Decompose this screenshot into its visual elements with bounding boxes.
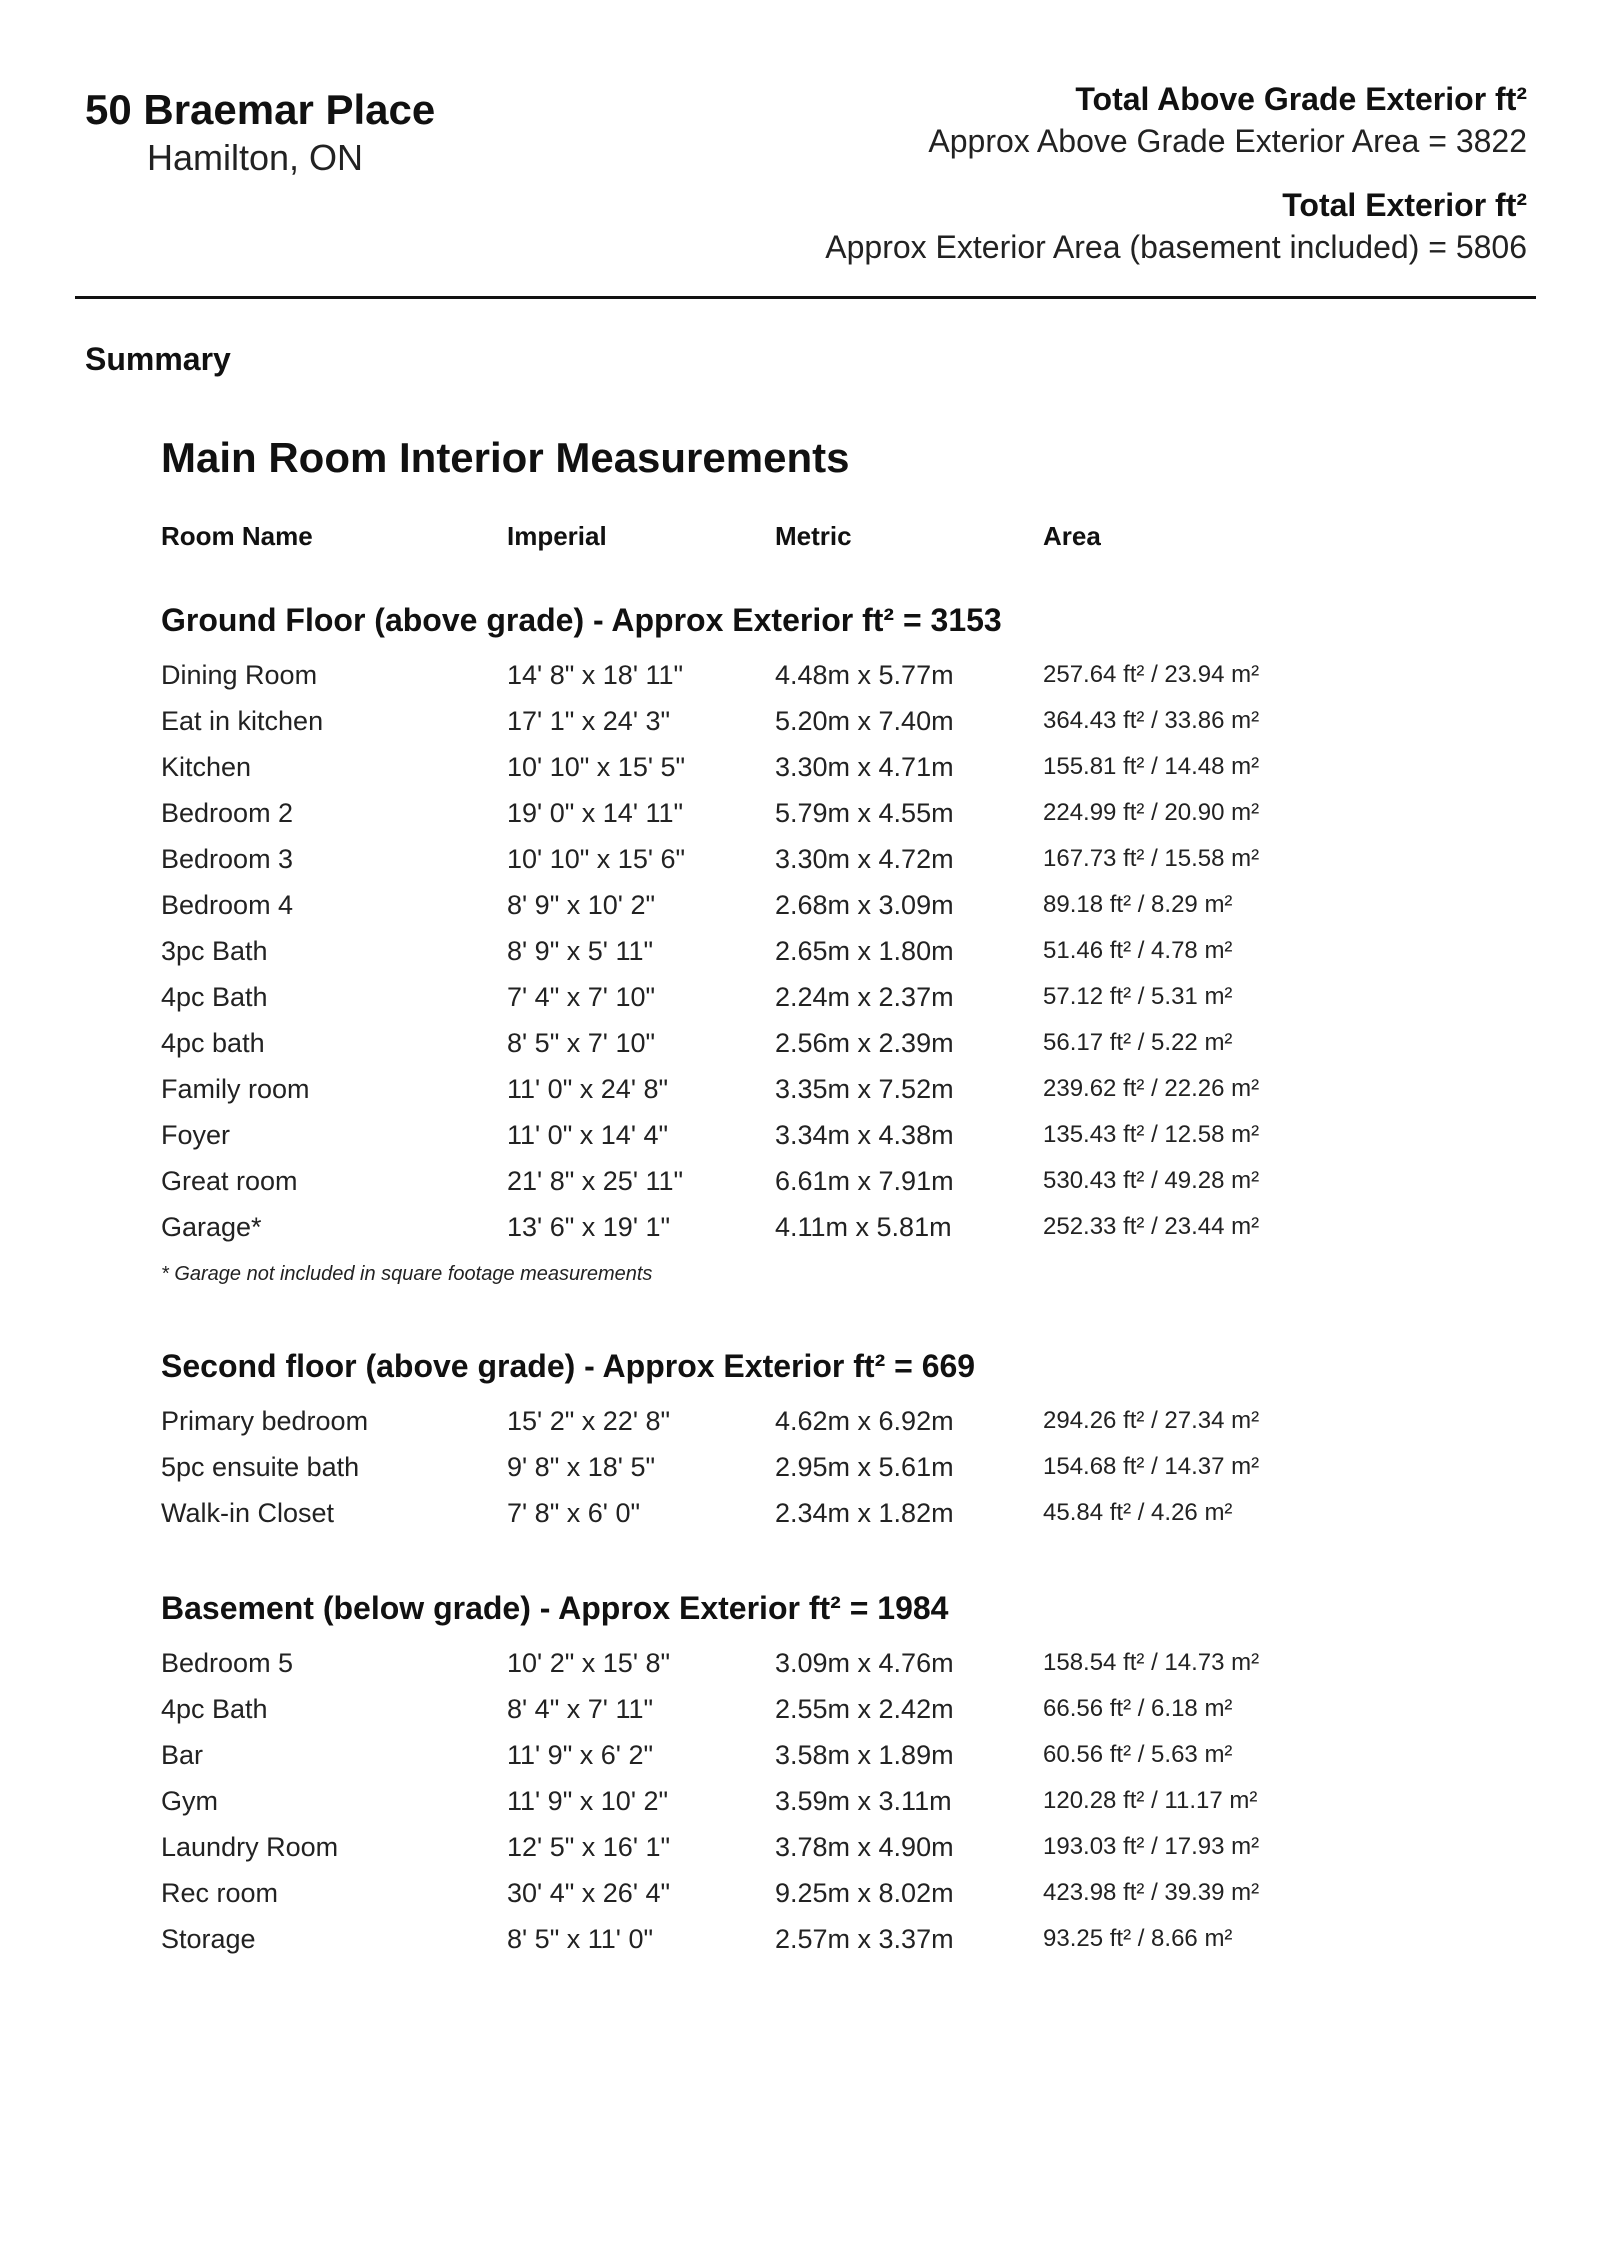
room-row — [161, 1398, 1461, 1444]
room-imperial: 7' 8" x 6' 0" — [507, 1498, 641, 1528]
total-exterior-title: Total Exterior ft² — [1282, 187, 1527, 223]
room-name: 5pc ensuite bath — [161, 1452, 360, 1482]
room-imperial: 8' 4" x 7' 11" — [507, 1694, 654, 1724]
room-area: 93.25 ft² / 8.66 m² — [1043, 1925, 1233, 1952]
room-area: 167.73 ft² / 15.58 m² — [1043, 845, 1260, 872]
room-name: Eat in kitchen — [161, 706, 324, 736]
room-imperial: 17' 1" x 24' 3" — [507, 706, 671, 736]
room-row — [161, 1490, 1461, 1536]
room-name: 3pc Bath — [161, 936, 268, 966]
room-area: 294.26 ft² / 27.34 m² — [1043, 1407, 1260, 1434]
room-area: 239.62 ft² / 22.26 m² — [1043, 1075, 1260, 1102]
room-metric: 2.68m x 3.09m — [775, 890, 954, 920]
room-area: 57.12 ft² / 5.31 m² — [1043, 983, 1233, 1010]
room-metric: 6.61m x 7.91m — [775, 1166, 954, 1196]
room-imperial: 11' 0" x 24' 8" — [507, 1074, 669, 1104]
room-row — [161, 1158, 1461, 1204]
room-row — [161, 1870, 1461, 1916]
floor-note: * Garage not included in square footage measurements — [161, 1263, 653, 1285]
room-imperial: 8' 5" x 7' 10" — [507, 1028, 656, 1058]
room-name: Bedroom 4 — [161, 890, 294, 920]
room-metric: 2.57m x 3.37m — [775, 1924, 954, 1954]
room-imperial: 8' 9" x 5' 11" — [507, 936, 654, 966]
room-name: Walk-in Closet — [161, 1498, 335, 1528]
room-name: Storage — [161, 1924, 256, 1954]
room-area: 252.33 ft² / 23.44 m² — [1043, 1213, 1260, 1240]
room-metric: 4.11m x 5.81m — [775, 1212, 952, 1242]
room-area: 51.46 ft² / 4.78 m² — [1043, 937, 1233, 964]
above-grade-title: Total Above Grade Exterior ft² — [1075, 81, 1527, 117]
room-row — [161, 1732, 1461, 1778]
room-name: Bedroom 2 — [161, 798, 294, 828]
room-row — [161, 882, 1461, 928]
room-imperial: 10' 10" x 15' 5" — [507, 752, 686, 782]
measurements-table — [161, 592, 1461, 1962]
room-area: 193.03 ft² / 17.93 m² — [1043, 1833, 1260, 1860]
room-row — [161, 1066, 1461, 1112]
room-imperial: 30' 4" x 26' 4" — [507, 1878, 671, 1908]
room-area: 89.18 ft² / 8.29 m² — [1043, 891, 1233, 918]
room-metric: 3.30m x 4.72m — [775, 844, 954, 874]
floor-title: Ground Floor (above grade) - Approx Exterior ft² = 3153 — [161, 602, 1002, 638]
room-area: 364.43 ft² / 33.86 m² — [1043, 707, 1260, 734]
room-row — [161, 974, 1461, 1020]
column-header-imperial: Imperial — [507, 521, 607, 551]
room-area: 257.64 ft² / 23.94 m² — [1043, 661, 1260, 688]
room-area: 120.28 ft² / 11.17 m² — [1043, 1787, 1258, 1814]
floor-section — [161, 1580, 1461, 1962]
room-row — [161, 698, 1461, 744]
room-row — [161, 790, 1461, 836]
room-metric: 9.25m x 8.02m — [775, 1878, 954, 1908]
room-metric: 3.34m x 4.38m — [775, 1120, 954, 1150]
room-metric: 2.65m x 1.80m — [775, 936, 954, 966]
room-imperial: 14' 8" x 18' 11" — [507, 660, 684, 690]
room-name: Great room — [161, 1166, 298, 1196]
room-row — [161, 1916, 1461, 1962]
room-imperial: 15' 2" x 22' 8" — [507, 1406, 671, 1436]
room-name: Primary bedroom — [161, 1406, 369, 1436]
room-area: 135.43 ft² / 12.58 m² — [1043, 1121, 1260, 1148]
room-metric: 4.62m x 6.92m — [775, 1406, 954, 1436]
floor-title: Basement (below grade) - Approx Exterior ft² = 1984 — [161, 1590, 949, 1626]
room-metric: 3.35m x 7.52m — [775, 1074, 954, 1104]
room-imperial: 10' 10" x 15' 6" — [507, 844, 686, 874]
room-row — [161, 1824, 1461, 1870]
room-area: 45.84 ft² / 4.26 m² — [1043, 1499, 1233, 1526]
column-header-area: Area — [1043, 521, 1101, 551]
room-metric: 3.30m x 4.71m — [775, 752, 954, 782]
room-name: 4pc Bath — [161, 982, 268, 1012]
room-imperial: 13' 6" x 19' 1" — [507, 1212, 671, 1242]
room-row — [161, 1640, 1461, 1686]
room-imperial: 11' 9" x 10' 2" — [507, 1786, 669, 1816]
room-metric: 2.56m x 2.39m — [775, 1028, 954, 1058]
room-area: 66.56 ft² / 6.18 m² — [1043, 1695, 1233, 1722]
room-row — [161, 744, 1461, 790]
room-name: Garage* — [161, 1212, 262, 1242]
room-name: Bar — [161, 1740, 204, 1770]
room-metric: 5.79m x 4.55m — [775, 798, 954, 828]
room-name: Foyer — [161, 1120, 231, 1150]
room-imperial: 12' 5" x 16' 1" — [507, 1832, 671, 1862]
room-row — [161, 1778, 1461, 1824]
room-row — [161, 1112, 1461, 1158]
room-imperial: 9' 8" x 18' 5" — [507, 1452, 656, 1482]
room-imperial: 7' 4" x 7' 10" — [507, 982, 656, 1012]
room-imperial: 19' 0" x 14' 11" — [507, 798, 684, 828]
room-name: Dining Room — [161, 660, 318, 690]
address-city: Hamilton, ON — [147, 137, 364, 178]
room-area: 423.98 ft² / 39.39 m² — [1043, 1879, 1260, 1906]
room-name: Rec room — [161, 1878, 279, 1908]
room-metric: 3.58m x 1.89m — [775, 1740, 954, 1770]
room-imperial: 11' 9" x 6' 2" — [507, 1740, 654, 1770]
room-row — [161, 928, 1461, 974]
summary-heading: Summary — [85, 341, 231, 377]
room-imperial: 21' 8" x 25' 11" — [507, 1166, 684, 1196]
area-totals — [627, 78, 1527, 268]
room-area: 158.54 ft² / 14.73 m² — [1043, 1649, 1260, 1676]
room-metric: 3.09m x 4.76m — [775, 1648, 954, 1678]
total-exterior-value: Approx Exterior Area (basement included) = 5806 — [825, 229, 1527, 265]
room-area: 56.17 ft² / 5.22 m² — [1043, 1029, 1233, 1056]
room-name: Bedroom 5 — [161, 1648, 294, 1678]
room-row — [161, 652, 1461, 698]
room-name: Bedroom 3 — [161, 844, 294, 874]
room-metric: 3.59m x 3.11m — [775, 1786, 952, 1816]
room-area: 530.43 ft² / 49.28 m² — [1043, 1167, 1260, 1194]
room-imperial: 8' 9" x 10' 2" — [507, 890, 656, 920]
floor-title: Second floor (above grade) - Approx Exterior ft² = 669 — [161, 1348, 976, 1384]
floor-section — [161, 592, 1461, 1338]
room-metric: 2.55m x 2.42m — [775, 1694, 954, 1724]
room-name: 4pc bath — [161, 1028, 265, 1058]
room-metric: 2.34m x 1.82m — [775, 1498, 954, 1528]
room-metric: 5.20m x 7.40m — [775, 706, 954, 736]
room-imperial: 11' 0" x 14' 4" — [507, 1120, 669, 1150]
room-name: Family room — [161, 1074, 310, 1104]
column-header-metric: Metric — [775, 521, 852, 551]
property-address — [85, 84, 505, 180]
room-row — [161, 1204, 1461, 1250]
room-metric: 2.95m x 5.61m — [775, 1452, 954, 1482]
room-metric: 2.24m x 2.37m — [775, 982, 954, 1012]
room-metric: 4.48m x 5.77m — [775, 660, 954, 690]
room-name: Laundry Room — [161, 1832, 339, 1862]
address-street: 50 Braemar Place — [85, 86, 436, 133]
room-name: Gym — [161, 1786, 218, 1816]
room-imperial: 8' 5" x 11' 0" — [507, 1924, 654, 1954]
room-row — [161, 836, 1461, 882]
room-area: 60.56 ft² / 5.63 m² — [1043, 1741, 1233, 1768]
room-name: Kitchen — [161, 752, 252, 782]
room-area: 154.68 ft² / 14.37 m² — [1043, 1453, 1260, 1480]
column-header-room-name: Room Name — [161, 521, 313, 551]
room-name: 4pc Bath — [161, 1694, 268, 1724]
page-header — [0, 0, 1600, 300]
above-grade-value: Approx Above Grade Exterior Area = 3822 — [928, 123, 1527, 159]
room-area: 224.99 ft² / 20.90 m² — [1043, 799, 1260, 826]
room-row — [161, 1686, 1461, 1732]
room-metric: 3.78m x 4.90m — [775, 1832, 954, 1862]
room-row — [161, 1020, 1461, 1066]
room-area: 155.81 ft² / 14.48 m² — [1043, 753, 1260, 780]
room-imperial: 10' 2" x 15' 8" — [507, 1648, 671, 1678]
section-title: Main Room Interior Measurements — [161, 434, 850, 481]
room-row — [161, 1444, 1461, 1490]
header-divider — [75, 296, 1536, 299]
floor-section — [161, 1338, 1461, 1580]
